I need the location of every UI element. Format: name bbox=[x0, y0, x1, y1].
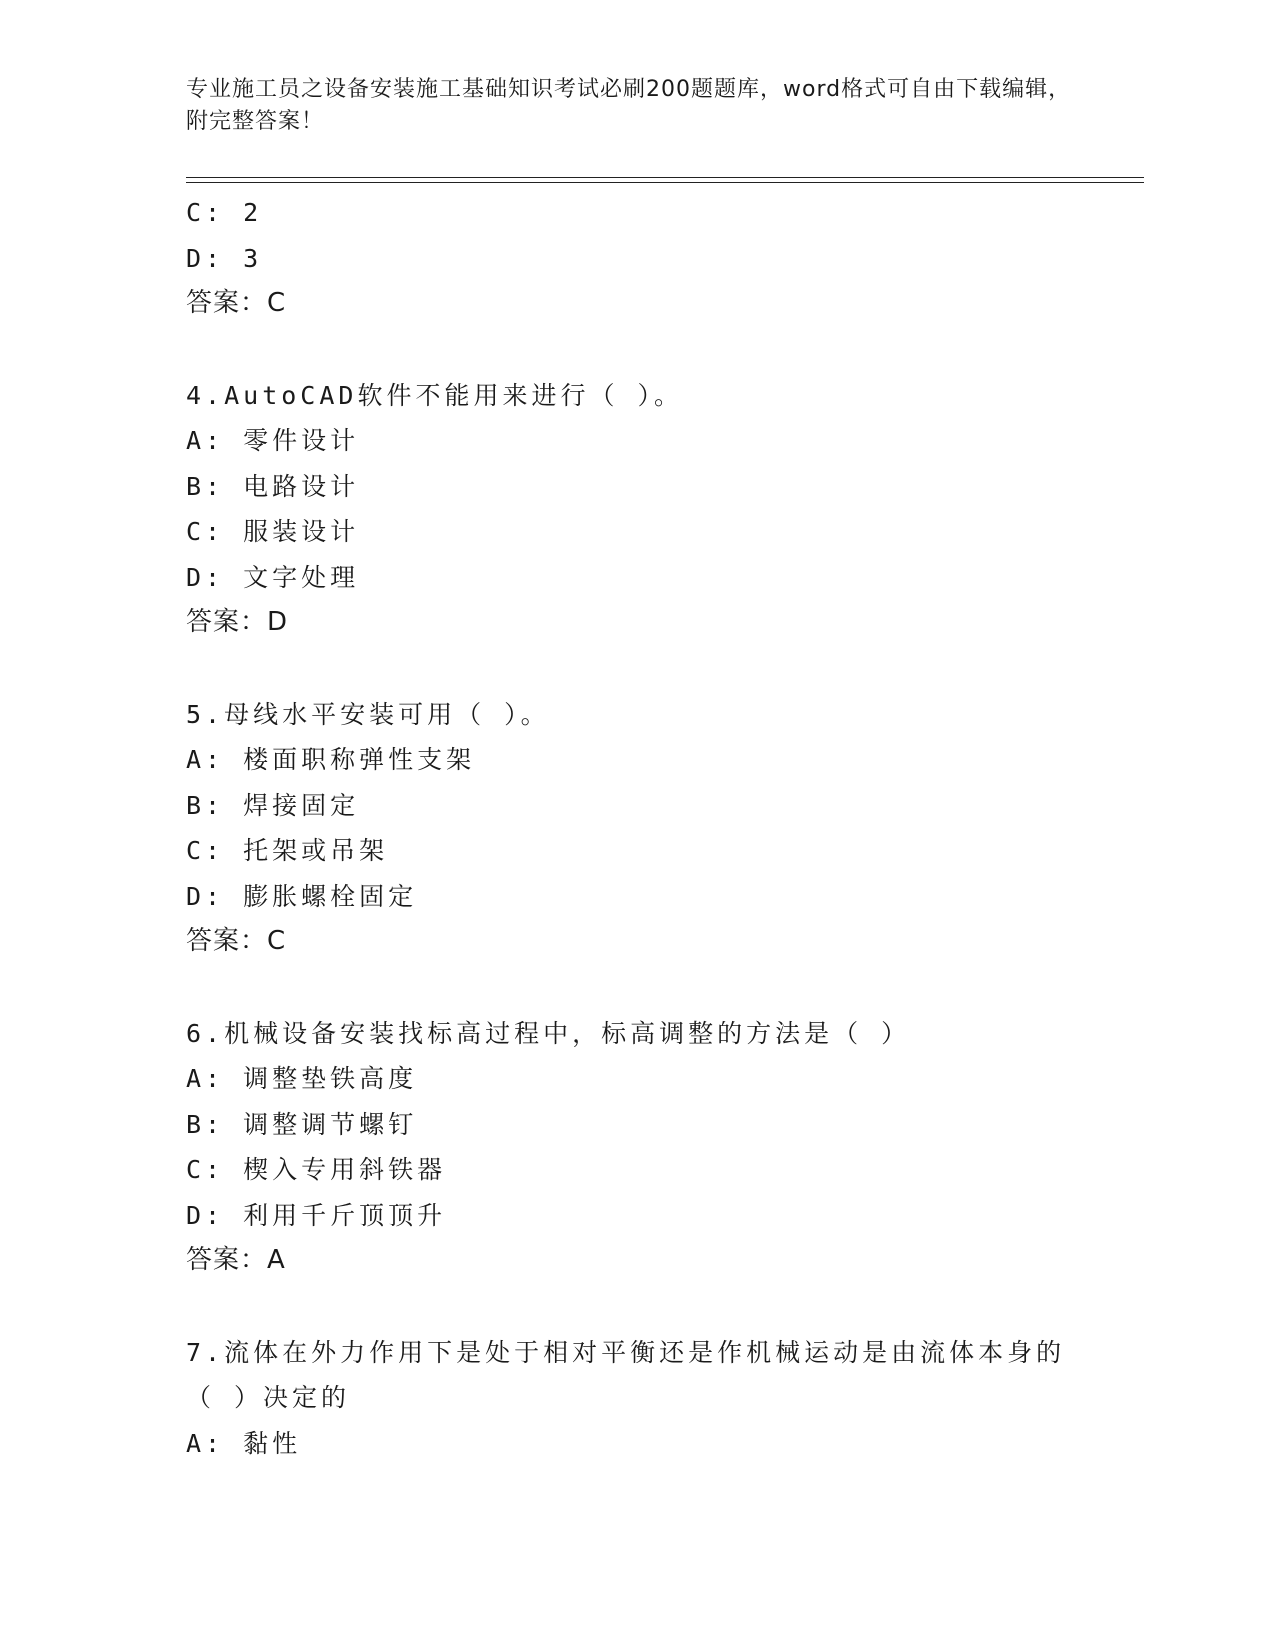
option-a: A: 调整垫铁高度 bbox=[186, 1064, 418, 1093]
question-spacer bbox=[186, 646, 1146, 692]
header-divider-bottom bbox=[186, 182, 1144, 183]
option-d: D: 膨胀螺栓固定 bbox=[186, 881, 418, 911]
option-d: D: 文字处理 bbox=[186, 562, 360, 592]
question-6 bbox=[186, 1011, 1146, 1284]
question-spacer bbox=[186, 1284, 1146, 1330]
question-7 bbox=[186, 1330, 1146, 1467]
option-c: C: 楔入专用斜铁器 bbox=[186, 1155, 447, 1184]
question-spacer bbox=[186, 965, 1146, 1011]
question-stem: 6.机械设备安装找标高过程中，标高调整的方法是（ ） bbox=[186, 1018, 911, 1048]
question-stem: 4.AutoCAD软件不能用来进行（ ）。 bbox=[186, 380, 684, 410]
option-b: B: 调整调节螺钉 bbox=[186, 1109, 418, 1139]
header-title: 专业施工员之设备安装施工基础知识考试必刷200题题库，word格式可自由下载编辑，附完整答案！ bbox=[186, 77, 1072, 134]
header-divider-top bbox=[186, 177, 1144, 178]
option-d: D: 3 bbox=[186, 243, 263, 273]
question-4 bbox=[186, 373, 1146, 646]
question-5 bbox=[186, 692, 1146, 965]
option-c: C: 托架或吊架 bbox=[186, 836, 389, 865]
question-list bbox=[186, 190, 1146, 1466]
question-stem: 7.流体在外力作用下是处于相对平衡还是作机械运动是由流体本身的 bbox=[186, 1337, 1066, 1367]
option-a: A: 楼面职称弹性支架 bbox=[186, 745, 476, 774]
answer-line: 答案：D bbox=[186, 607, 289, 637]
option-b: B: 焊接固定 bbox=[186, 790, 360, 820]
answer-line: 答案：C bbox=[186, 926, 287, 956]
answer-line: 答案：A bbox=[186, 1245, 286, 1275]
option-b: B: 电路设计 bbox=[186, 471, 360, 501]
option-c: C: 2 bbox=[186, 198, 263, 227]
answer-line: 答案：C bbox=[186, 288, 287, 318]
option-a: A: 零件设计 bbox=[186, 426, 360, 455]
option-d: D: 利用千斤顶顶升 bbox=[186, 1200, 447, 1230]
question-stem-continued: （ ）决定的 bbox=[186, 1383, 351, 1412]
document-header bbox=[186, 74, 1086, 138]
question-spacer bbox=[186, 327, 1146, 373]
question-stem: 5.母线水平安装可用（ ）。 bbox=[186, 699, 550, 729]
question-partial bbox=[186, 190, 1146, 327]
option-c: C: 服装设计 bbox=[186, 517, 360, 546]
option-a: A: 黏性 bbox=[186, 1428, 302, 1458]
